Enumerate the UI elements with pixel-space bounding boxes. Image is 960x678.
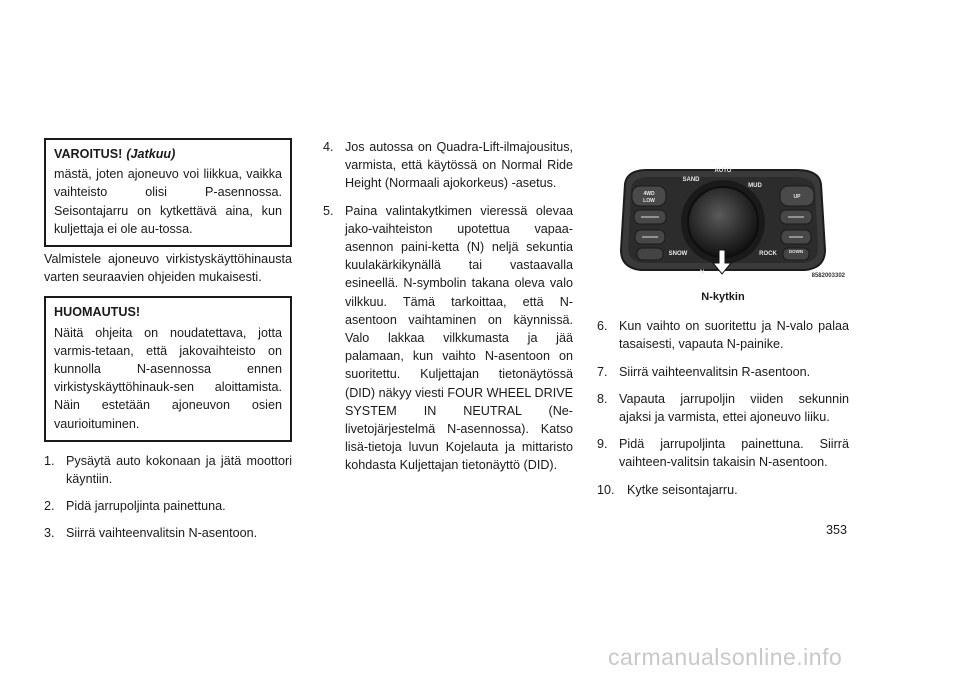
label-mud: MUD xyxy=(748,183,762,189)
step-text: Siirrä vaihteenvalitsin R-asentoon. xyxy=(619,364,811,379)
column-left xyxy=(44,138,292,552)
step-text: Kytke seisontajarru. xyxy=(627,482,738,497)
selector-panel-illustration xyxy=(597,150,847,287)
steps-list-3 xyxy=(597,317,849,499)
label-auto: AUTO xyxy=(714,168,732,174)
n-switch-figure xyxy=(597,150,847,287)
steps-list-2 xyxy=(323,138,573,475)
label-n: N xyxy=(699,270,705,276)
watermark: carmanualsonline.info xyxy=(608,644,843,670)
list-item xyxy=(44,524,292,542)
list-item xyxy=(597,481,849,499)
warning-title-text: VAROITUS! xyxy=(54,147,123,161)
step-number: 4. xyxy=(323,140,334,154)
figure-caption: N-kytkin xyxy=(701,291,745,303)
list-item xyxy=(44,452,292,488)
step-text: Paina valintakytkimen vieressä olevaa jako-vaihteiston upotettua vapaa-asennon paini-ketta (N) neljä sekuntia kuulakärkikynällä tai vastaavalla esineellä. N-symbolin takana oleva valo vilkkuu. Tämä tarkoittaa, että N-asentoon vaihtaminen on käynnissä. Valo lakkaa vilkkumasta ja jää palamaan, kun vaihto N-asentoon on suoritettu. Kuljettajan tietonäytössä (DID) näkyy viesti FOUR WHEEL DRIVE SYSTEM IN NEUTRAL (Ne-livetojärjestelmä N-asennossa). Katso lisä-tietoja luvun Kojelauta ja mittaristo kohdasta Kuljettajan tietonäyttö (DID). xyxy=(345,203,573,473)
note-box xyxy=(44,296,292,441)
step-text: Pidä jarrupoljinta painettuna. xyxy=(66,499,226,514)
warning-box xyxy=(44,138,292,247)
label-up: UP xyxy=(793,194,801,200)
step-text: Pidä jarrupoljinta painettuna. Siirrä vaihteen-valitsin takaisin N-asentoon. xyxy=(619,437,849,470)
step-text: Pysäytä auto kokonaan ja jätä moottori käyntiin. xyxy=(66,453,292,487)
note-text: Näitä ohjeita on noudatettava, jotta varmis-tetaan, että jakovaihteisto on kunnolla N-asennossa ennen virkistyskäyttöhinauk-sen aloittamista. Näin estetään ajoneuvon osien vaurioituminen. xyxy=(54,325,282,431)
label-low: LOW xyxy=(643,198,655,204)
list-item xyxy=(323,202,573,475)
page-number: 353 xyxy=(826,523,848,537)
step-number: 1. xyxy=(44,453,55,468)
list-item xyxy=(597,390,849,426)
label-down: DOWN xyxy=(788,249,804,254)
step-number: 10. xyxy=(597,482,615,497)
step-number: 6. xyxy=(597,319,608,334)
step-number: 5. xyxy=(323,203,334,218)
note-title: HUOMAUTUS! xyxy=(54,305,141,320)
list-item xyxy=(323,138,573,193)
step-text: Jos autossa on Quadra-Lift-ilmajousitus, varmista, että käytössä on Normal Ride Height (Normaali ajokorkeus) -asetus. xyxy=(345,140,573,191)
warning-text: mästä, joten ajoneuvo voi liikkua, vaikka vaihteisto olisi P-asennossa. Seisontajarru on kytkettävä aina, kun kuljettaja ei ole au-tossa. xyxy=(54,167,282,236)
column-middle xyxy=(323,138,573,484)
list-item xyxy=(597,317,849,353)
step-text: Siirrä vaihteenvalitsin N-asentoon. xyxy=(66,526,258,541)
warning-title xyxy=(54,145,282,163)
label-4wd: 4WD xyxy=(643,191,655,197)
label-sand: SAND xyxy=(682,177,700,183)
step-number: 2. xyxy=(44,499,55,514)
steps-list-1 xyxy=(44,452,292,543)
list-item xyxy=(44,497,292,515)
intro-paragraph: Valmistele ajoneuvo virkistyskäyttöhinausta varten seuraavien ohjeiden mukaisesti. xyxy=(44,252,292,285)
list-item xyxy=(597,363,849,381)
label-rock: ROCK xyxy=(759,251,777,257)
list-item xyxy=(597,435,849,471)
step-number: 3. xyxy=(44,526,55,541)
step-number: 8. xyxy=(597,391,608,406)
step-number: 7. xyxy=(597,364,608,379)
warning-continued: (Jatkuu) xyxy=(126,147,176,161)
label-snow: SNOW xyxy=(668,251,688,257)
step-text: Vapauta jarrupoljin viiden sekunnin ajaksi ja varmista, ettei ajoneuvo liiku. xyxy=(619,391,849,425)
step-text: Kun vaihto on suoritettu ja N-valo palaa tasaisesti, vapauta N-painike. xyxy=(619,319,849,352)
figure-id: 8582003302 xyxy=(811,272,845,279)
column-right xyxy=(597,138,849,508)
step-number: 9. xyxy=(597,437,608,452)
